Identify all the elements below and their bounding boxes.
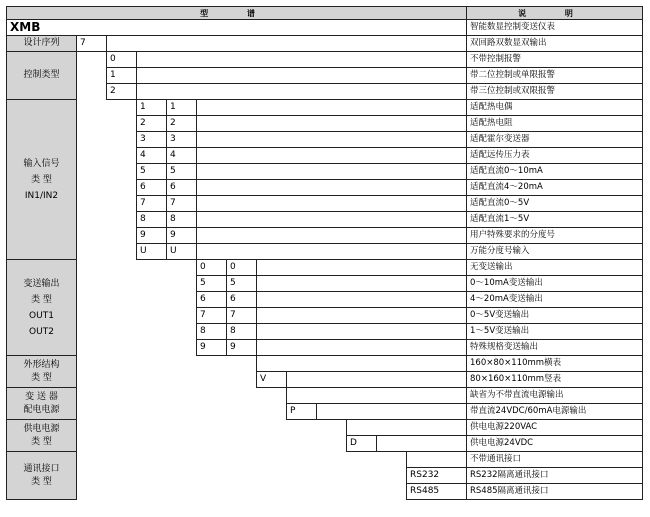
- model-spectrum-table: [6, 6, 643, 500]
- input-label: [7, 100, 77, 260]
- input-description: 适配直流0～10mA: [467, 164, 643, 180]
- empty-cell: [407, 452, 467, 468]
- empty-cell: [197, 132, 467, 148]
- output-label-line3: OUT1: [29, 310, 54, 321]
- power-code: D: [347, 436, 377, 452]
- output-code-2: 8: [227, 324, 257, 340]
- output-code-1: 6: [197, 292, 227, 308]
- input-row: [7, 100, 643, 116]
- input-code-1: 8: [137, 212, 167, 228]
- transmitter-label-line1: 变 送 器: [25, 391, 58, 402]
- input-code-2: 3: [167, 132, 197, 148]
- input-description: 适配霍尔变送器: [467, 132, 643, 148]
- control-description: 不带控制报警: [467, 52, 643, 68]
- blank-cell: [77, 52, 107, 100]
- comm-code: RS232: [407, 468, 467, 484]
- empty-cell: [197, 244, 467, 260]
- control-code: 2: [107, 84, 137, 100]
- serial-description: 双回路双数显双输出: [467, 36, 643, 52]
- serial-label: 设计序列: [7, 36, 77, 52]
- output-description: 特殊规格变送输出: [467, 340, 643, 356]
- blank-cell: [77, 452, 407, 500]
- output-code-1: 9: [197, 340, 227, 356]
- output-code-1: 5: [197, 276, 227, 292]
- output-code-2: 5: [227, 276, 257, 292]
- input-code-1: 7: [137, 196, 167, 212]
- input-description: 适配热电阻: [467, 116, 643, 132]
- header-row: [7, 7, 643, 20]
- comm-description: RS232隔离通讯接口: [467, 468, 643, 484]
- input-code-1: 4: [137, 148, 167, 164]
- input-code-2: U: [167, 244, 197, 260]
- output-row: [7, 260, 643, 276]
- output-code-2: 7: [227, 308, 257, 324]
- model-code: XMB: [7, 20, 467, 36]
- input-code-2: 5: [167, 164, 197, 180]
- empty-cell: [197, 100, 467, 116]
- output-label-line2: 类 型: [31, 294, 52, 305]
- header-model: 型 谱: [7, 7, 467, 20]
- output-description: 无变送输出: [467, 260, 643, 276]
- power-label: [7, 420, 77, 452]
- header-description: 说 明: [467, 7, 643, 20]
- output-description: 0～10mA变送输出: [467, 276, 643, 292]
- output-description: 0～5V变送输出: [467, 308, 643, 324]
- input-code-2: 8: [167, 212, 197, 228]
- empty-cell: [287, 388, 467, 404]
- input-description: 用户特殊要求的分度号: [467, 228, 643, 244]
- transmitter-label-line2: 配电电源: [23, 404, 60, 415]
- comm-label-line2: 类 型: [31, 476, 52, 487]
- empty-cell: [257, 292, 467, 308]
- empty-cell: [197, 148, 467, 164]
- blank-cell: [77, 260, 197, 356]
- empty-cell: [257, 340, 467, 356]
- empty-cell: [257, 276, 467, 292]
- empty-cell: [137, 84, 467, 100]
- comm-row: [7, 452, 643, 468]
- output-label-line1: 变送输出: [23, 278, 60, 289]
- control-description: 带三位控制或双限报警: [467, 84, 643, 100]
- input-code-1: 6: [137, 180, 167, 196]
- shape-code: V: [257, 372, 287, 388]
- input-label-line2: 类 型: [31, 174, 52, 185]
- blank-cell: [77, 356, 257, 388]
- empty-cell: [107, 36, 467, 52]
- output-label-line4: OUT2: [29, 326, 54, 337]
- input-description: 适配热电偶: [467, 100, 643, 116]
- output-label: [7, 260, 77, 356]
- input-description: 适配直流0～5V: [467, 196, 643, 212]
- output-code-2: 9: [227, 340, 257, 356]
- serial-row: [7, 36, 643, 52]
- control-label: 控制类型: [7, 52, 77, 100]
- title-row: [7, 20, 643, 36]
- input-code-2: 2: [167, 116, 197, 132]
- output-code-1: 8: [197, 324, 227, 340]
- empty-cell: [197, 212, 467, 228]
- input-description: 适配直流1～5V: [467, 212, 643, 228]
- transmitter-row: [7, 388, 643, 404]
- power-description: 供电电源220VAC: [467, 420, 643, 436]
- output-code-2: 0: [227, 260, 257, 276]
- output-code-2: 6: [227, 292, 257, 308]
- input-code-2: 9: [167, 228, 197, 244]
- input-code-1: 1: [137, 100, 167, 116]
- power-label-line1: 供电电源: [23, 423, 60, 434]
- empty-cell: [137, 52, 467, 68]
- empty-cell: [257, 260, 467, 276]
- empty-cell: [137, 68, 467, 84]
- empty-cell: [197, 116, 467, 132]
- empty-cell: [347, 420, 467, 436]
- input-description: 万能分度号输入: [467, 244, 643, 260]
- model-description: 智能数显控制变送仪表: [467, 20, 643, 36]
- empty-cell: [197, 228, 467, 244]
- serial-value: 7: [77, 36, 107, 52]
- shape-label: [7, 356, 77, 388]
- comm-label-line1: 通讯接口: [23, 463, 60, 474]
- comm-code: RS485: [407, 484, 467, 500]
- power-label-line2: 类 型: [31, 436, 52, 447]
- comm-description: 不带通讯接口: [467, 452, 643, 468]
- shape-description: 160×80×110mm横表: [467, 356, 643, 372]
- empty-cell: [197, 180, 467, 196]
- shape-description: 80×160×110mm竖表: [467, 372, 643, 388]
- input-code-1: U: [137, 244, 167, 260]
- input-label-line3: IN1/IN2: [24, 190, 59, 201]
- input-code-2: 1: [167, 100, 197, 116]
- empty-cell: [197, 164, 467, 180]
- input-code-1: 3: [137, 132, 167, 148]
- input-code-1: 2: [137, 116, 167, 132]
- empty-cell: [257, 356, 467, 372]
- transmitter-description: 带直流24VDC/60mA电源输出: [467, 404, 643, 420]
- empty-cell: [257, 324, 467, 340]
- blank-cell: [77, 420, 347, 452]
- input-code-2: 4: [167, 148, 197, 164]
- transmitter-label: [7, 388, 77, 420]
- blank-cell: [77, 388, 287, 420]
- empty-cell: [287, 372, 467, 388]
- comm-description: RS485隔离通讯接口: [467, 484, 643, 500]
- control-code: 0: [107, 52, 137, 68]
- control-row: [7, 52, 643, 68]
- shape-label-line2: 类 型: [31, 372, 52, 383]
- transmitter-description: 缺省为不带直流电源输出: [467, 388, 643, 404]
- comm-label: [7, 452, 77, 500]
- output-code-1: 0: [197, 260, 227, 276]
- shape-label-line1: 外形结构: [23, 359, 60, 370]
- control-description: 带二位控制或单限报警: [467, 68, 643, 84]
- blank-cell: [77, 100, 137, 260]
- empty-cell: [257, 308, 467, 324]
- empty-cell: [197, 196, 467, 212]
- input-code-1: 5: [137, 164, 167, 180]
- input-label-line1: 输入信号: [23, 158, 60, 169]
- power-row: [7, 420, 643, 436]
- input-description: 适配远传压力表: [467, 148, 643, 164]
- input-code-2: 6: [167, 180, 197, 196]
- control-code: 1: [107, 68, 137, 84]
- output-code-1: 7: [197, 308, 227, 324]
- power-description: 供电电源24VDC: [467, 436, 643, 452]
- input-code-2: 7: [167, 196, 197, 212]
- input-description: 适配直流4～20mA: [467, 180, 643, 196]
- transmitter-code: P: [287, 404, 317, 420]
- empty-cell: [377, 436, 467, 452]
- shape-row: [7, 356, 643, 372]
- input-code-1: 9: [137, 228, 167, 244]
- empty-cell: [317, 404, 467, 420]
- output-description: 1～5V变送输出: [467, 324, 643, 340]
- output-description: 4～20mA变送输出: [467, 292, 643, 308]
